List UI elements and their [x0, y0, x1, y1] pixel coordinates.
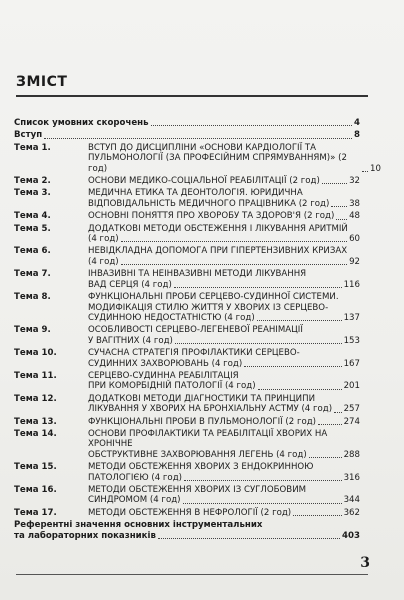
toc-page-number: 167 — [343, 358, 360, 369]
dot-leader — [309, 457, 342, 458]
toc-entry — [14, 269, 360, 290]
dot-leader — [336, 219, 347, 220]
toc-entry — [14, 292, 360, 323]
toc-title-last-line: (4 год) — [88, 256, 119, 267]
toc-leader-line — [88, 473, 360, 483]
toc-page-number: 48 — [349, 211, 360, 222]
toc-topic-label: Тема 17. — [14, 507, 57, 518]
toc-page-number: 10 — [370, 163, 381, 174]
toc-leader-line — [88, 257, 360, 267]
toc-page-number: 403 — [342, 530, 360, 541]
toc-title-last-line: ЛІКУВАННЯ У ХВОРИХ НА БРОНХІАЛЬНУ АСТМУ (4 год) — [88, 404, 333, 415]
toc-topic-label: Тема 7. — [14, 269, 51, 280]
toc-entry-body — [88, 142, 381, 174]
toc-title-line: ОСОБЛИВОСТІ СЕРЦЕВО-ЛЕГЕНЕВОЇ РЕАНІМАЦІЇ — [88, 325, 303, 336]
dot-leader — [257, 320, 342, 321]
toc-entry — [14, 224, 360, 245]
toc-topic-label: Тема 12. — [14, 393, 57, 404]
toc-entry-body — [88, 417, 360, 427]
toc-leader-line — [14, 118, 360, 128]
toc-leader-line — [14, 130, 360, 140]
toc-title-line: ІНВАЗИВНІ ТА НЕІНВАЗИВНІ МЕТОДИ ЛІКУВАННЯ — [88, 269, 307, 280]
toc-entry-body — [88, 325, 360, 346]
toc-title-last-line: ПРИ КОМОРБІДНІЙ ПАТОЛОГІЇ (4 год) — [88, 381, 256, 392]
toc-page-number: 4 — [354, 118, 360, 128]
toc-leader-line — [88, 417, 360, 427]
dot-leader — [244, 366, 341, 367]
toc-page-number: 344 — [343, 495, 360, 506]
toc-page-number: 274 — [343, 416, 360, 427]
toc-entry-body — [88, 394, 360, 415]
toc-topic-label: Тема 16. — [14, 485, 57, 495]
toc-page-number: 8 — [354, 130, 360, 141]
toc-title-line: ДОДАТКОВІ МЕТОДИ ДІАГНОСТИКИ ТА ПРИНЦИПИ — [88, 393, 316, 404]
toc-entry-body — [88, 292, 360, 323]
toc-entry-body — [88, 429, 360, 460]
dot-leader — [258, 389, 342, 390]
toc-title-last-line: ОСНОВНІ ПОНЯТТЯ ПРО ХВОРОБУ ТА ЗДОРОВ'Я (2 год) — [88, 211, 335, 222]
toc-title-line: МЕТОДИ ОБСТЕЖЕННЯ ХВОРИХ З ЕНДОКРИННОЮ — [88, 462, 314, 473]
toc-entry-body — [14, 118, 360, 128]
toc-title-line: ФУНКЦІОНАЛЬНІ ПРОБИ СЕРЦЕВО-СУДИННОЇ СИСТЕМИ. — [88, 292, 339, 303]
toc-topic-label: Тема 3. — [14, 188, 51, 199]
page-number: 3 — [360, 555, 370, 571]
heading-rule — [16, 95, 368, 97]
toc-title-line: ВСТУП ДО ДИСЦИПЛІНИ «ОСНОВИ КАРДІОЛОГІЇ ТА — [88, 142, 316, 153]
toc-page-number: 60 — [349, 234, 360, 245]
toc-title-last-line: Вступ — [14, 130, 43, 141]
toc-entry — [14, 520, 360, 541]
toc-entry-body — [88, 188, 360, 209]
toc-entry — [14, 371, 360, 392]
toc-topic-label: Тема 13. — [14, 416, 57, 427]
toc-entry — [14, 429, 360, 460]
toc-page-number: 316 — [343, 472, 360, 483]
toc-entry — [14, 246, 360, 267]
toc-topic-label: Тема 15. — [14, 462, 57, 473]
toc-entry-body — [14, 130, 360, 140]
toc-entry — [14, 325, 360, 346]
toc-title-last-line: ВАД СЕРЦЯ (4 год) — [88, 279, 172, 290]
toc-leader-line — [88, 359, 360, 369]
toc-topic-label: Тема 2. — [14, 176, 51, 187]
toc-topic-label: Тема 11. — [14, 370, 57, 381]
toc-entry-body — [88, 348, 360, 369]
toc-title-last-line: та лабораторних показників — [14, 530, 156, 541]
toc-entry-body — [88, 246, 360, 267]
toc-entry — [14, 462, 360, 483]
dot-leader — [174, 287, 342, 288]
toc-page-number: 201 — [343, 381, 360, 392]
dot-leader — [293, 515, 341, 516]
toc-title-line: СУЧАСНА СТРАТЕГІЯ ПРОФІЛАКТИКИ СЕРЦЕВО- — [88, 348, 300, 359]
toc-entry — [14, 485, 360, 506]
toc-title-last-line: (4 год) — [88, 234, 119, 245]
dot-leader — [158, 538, 340, 539]
toc-entry — [14, 394, 360, 415]
toc-entry — [14, 176, 360, 186]
footer-rule — [16, 574, 368, 575]
toc-leader-line — [88, 495, 360, 505]
toc-title-last-line: ОСНОВИ МЕДИКО-СОЦІАЛЬНОЇ РЕАБІЛІТАЦІЇ (2 год) — [88, 176, 320, 187]
toc-entry — [14, 417, 360, 427]
toc-entry-body — [88, 224, 360, 245]
dot-leader — [362, 171, 368, 172]
toc-page-number: 288 — [343, 449, 360, 460]
toc-topic-label: Тема 6. — [14, 246, 51, 257]
toc-leader-line — [14, 531, 360, 541]
dot-leader — [175, 343, 342, 344]
toc-page-number: 32 — [349, 176, 360, 187]
toc-title-line: МЕДИЧНА ЕТИКА ТА ДЕОНТОЛОГІЯ. ЮРИДИЧНА — [88, 188, 303, 199]
toc-entry — [14, 508, 360, 518]
toc-leader-line — [88, 508, 360, 518]
toc-entry-body — [88, 176, 360, 186]
dot-leader — [121, 241, 347, 242]
dot-leader — [331, 206, 347, 207]
toc-title-last-line: ПУЛЬМОНОЛОГІЇ (ЗА ПРОФЕСІЙНИМ СПРЯМУВАННЯМ)» (2 год) — [88, 153, 347, 174]
dot-leader — [318, 424, 342, 425]
toc-topic-label: Тема 10. — [14, 348, 57, 359]
toc-leader-line — [88, 404, 360, 414]
table-of-contents — [14, 118, 381, 543]
toc-title-line: НЕВІДКЛАДНА ДОПОМОГА ПРИ ГІПЕРТЕНЗИВНИХ КРИЗАХ — [88, 246, 348, 257]
toc-entry-body — [88, 508, 360, 518]
toc-title-last-line: ВІДПОВІДАЛЬНІСТЬ МЕДИЧНОГО ПРАЦІВНИКА (2 год) — [88, 198, 330, 209]
toc-leader-line — [88, 234, 360, 244]
toc-entry — [14, 211, 360, 221]
dot-leader — [334, 412, 342, 413]
toc-title-last-line: СУДИННОЮ НЕДОСТАТНІСТЮ (4 год) — [88, 312, 255, 323]
toc-page-number: 153 — [343, 335, 360, 346]
toc-leader-line — [88, 153, 381, 174]
toc-title-line: ОСНОВИ ПРОФІЛАКТИКИ ТА РЕАБІЛІТАЦІЇ ХВОРИХ НА ХРОНІЧНЕ — [88, 428, 328, 450]
toc-entry — [14, 348, 360, 369]
toc-leader-line — [88, 313, 360, 323]
toc-page-number: 362 — [343, 507, 360, 518]
dot-leader — [44, 138, 352, 139]
dot-leader — [184, 480, 342, 481]
dot-leader — [121, 264, 347, 265]
toc-page-number: 38 — [349, 198, 360, 209]
toc-leader-line — [88, 280, 360, 290]
toc-title-line: МОДИФІКАЦІЯ СТИЛЮ ЖИТТЯ У ХВОРИХ ІЗ СЕРЦЕВО- — [88, 302, 329, 313]
toc-page-number: 116 — [343, 279, 360, 290]
toc-title-line: СЕРЦЕВО-СУДИННА РЕАБІЛІТАЦІЯ — [88, 370, 239, 381]
toc-entry — [14, 118, 360, 128]
contents-heading: ЗМІСТ — [16, 74, 68, 90]
toc-leader-line — [88, 381, 360, 391]
toc-topic-label: Тема 1. — [14, 142, 51, 153]
toc-title-last-line: ФУНКЦІОНАЛЬНІ ПРОБИ В ПУЛЬМОНОЛОГІЇ (2 год) — [88, 416, 317, 427]
toc-title-last-line: ПАТОЛОГІЄЮ (4 год) — [88, 472, 182, 483]
toc-entry-body — [88, 485, 360, 506]
toc-leader-line — [88, 450, 360, 460]
dot-leader — [151, 125, 352, 126]
toc-leader-line — [88, 336, 360, 346]
toc-title-last-line: ОБСТРУКТИВНЕ ЗАХВОРЮВАННЯ ЛЕГЕНЬ (4 год) — [88, 449, 307, 460]
toc-topic-label: Тема 8. — [14, 292, 51, 303]
dot-leader — [322, 183, 347, 184]
toc-title-last-line: Список умовних скорочень — [14, 118, 149, 128]
toc-topic-label: Тема 14. — [14, 428, 57, 439]
toc-entry-body — [88, 371, 360, 392]
toc-title-last-line: У ВАГІТНИХ (4 год) — [88, 335, 173, 346]
toc-title-last-line: СУДИННИХ ЗАХВОРЮВАНЬ (4 год) — [88, 358, 243, 369]
toc-entry-body — [88, 462, 360, 483]
toc-title-line: Референтні значення основних інструментальних — [14, 520, 263, 531]
toc-title-last-line: МЕТОДИ ОБСТЕЖЕННЯ В НЕФРОЛОГІЇ (2 год) — [88, 507, 292, 518]
toc-topic-label: Тема 4. — [14, 211, 51, 222]
toc-title-line: ДОДАТКОВІ МЕТОДИ ОБСТЕЖЕННЯ І ЛІКУВАННЯ АРИТМІЙ — [88, 223, 348, 234]
toc-leader-line — [88, 176, 360, 186]
toc-topic-label: Тема 5. — [14, 223, 51, 234]
toc-entry-body — [88, 269, 360, 290]
toc-entry — [14, 142, 381, 174]
toc-leader-line — [88, 211, 360, 221]
toc-page-number: 92 — [349, 256, 360, 267]
dot-leader — [183, 503, 342, 504]
toc-page-number: 257 — [343, 404, 360, 415]
toc-entry — [14, 188, 360, 209]
toc-title-last-line: СИНДРОМОМ (4 год) — [88, 495, 181, 506]
toc-page-number: 137 — [343, 312, 360, 323]
toc-leader-line — [88, 199, 360, 209]
toc-entry — [14, 130, 360, 140]
toc-topic-label: Тема 9. — [14, 325, 51, 336]
toc-entry-body — [14, 520, 360, 541]
toc-entry-body — [88, 211, 360, 221]
toc-title-line: МЕТОДИ ОБСТЕЖЕННЯ ХВОРИХ ІЗ СУГЛОБОВИМ — [88, 485, 307, 495]
